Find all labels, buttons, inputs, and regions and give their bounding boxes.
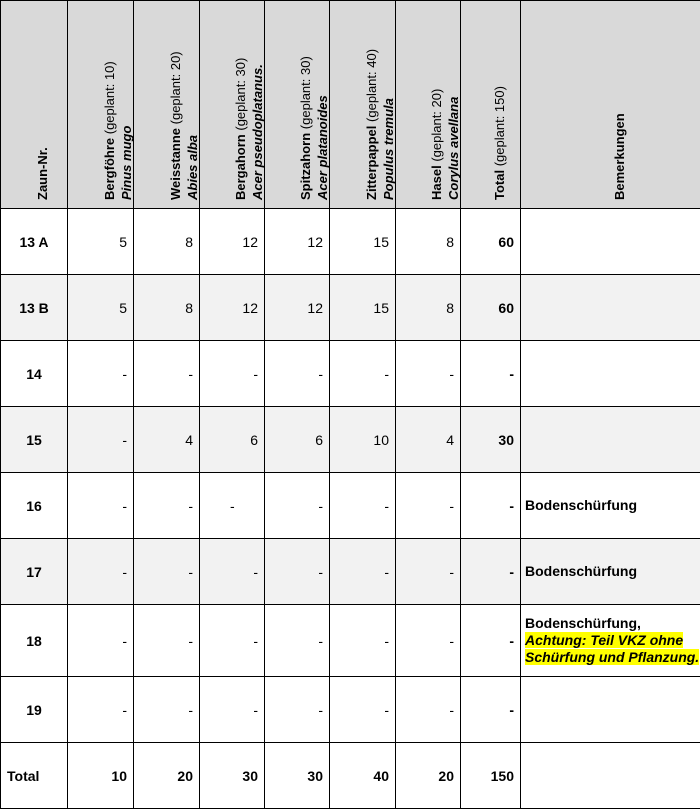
remark-text: Bodenschürfung bbox=[525, 497, 637, 513]
value-cell: - bbox=[200, 677, 265, 743]
zaun-cell: 17 bbox=[1, 539, 68, 605]
value-cell: - bbox=[396, 677, 461, 743]
totals-cell: 10 bbox=[68, 743, 134, 809]
table-row bbox=[1, 407, 700, 473]
zaun-cell: 16 bbox=[1, 473, 68, 539]
value-cell: - bbox=[200, 341, 265, 407]
row-total-cell: 30 bbox=[461, 407, 521, 473]
value-cell: - bbox=[396, 473, 461, 539]
table-row bbox=[1, 275, 700, 341]
value-cell: 8 bbox=[396, 275, 461, 341]
value-cell: - bbox=[68, 539, 134, 605]
table-row bbox=[1, 605, 700, 677]
zaun-cell: 14 bbox=[1, 341, 68, 407]
table-row bbox=[1, 473, 700, 539]
row-total-cell: - bbox=[461, 605, 521, 677]
remark-cell bbox=[521, 539, 700, 605]
value-cell: - bbox=[200, 605, 265, 677]
zaun-cell: 19 bbox=[1, 677, 68, 743]
table-row bbox=[1, 677, 700, 743]
value-cell: - bbox=[330, 539, 396, 605]
value-cell: - bbox=[265, 605, 330, 677]
value-cell: - bbox=[265, 473, 330, 539]
totals-cell: 30 bbox=[265, 743, 330, 809]
row-total-cell: - bbox=[461, 677, 521, 743]
value-cell: - bbox=[265, 539, 330, 605]
header-zaun: Zaun-Nr. bbox=[1, 1, 68, 209]
value-cell: - bbox=[330, 605, 396, 677]
value-cell: - bbox=[200, 539, 265, 605]
remark-highlight: Achtung: Teil VKZ ohne Schürfung und Pflanzung. bbox=[525, 632, 699, 665]
header-total: Total (geplant: 150) bbox=[461, 1, 521, 209]
header-species-0: Bergföhre (geplant: 10) Pinus mugo bbox=[68, 1, 134, 209]
value-cell: - bbox=[68, 341, 134, 407]
header-species-4: Zitterpappel (geplant: 40) Populus tremula bbox=[330, 1, 396, 209]
value-cell: 4 bbox=[134, 407, 200, 473]
value-cell: - bbox=[68, 677, 134, 743]
value-cell: - bbox=[200, 473, 265, 539]
header-row bbox=[1, 1, 700, 209]
value-cell: 5 bbox=[68, 209, 134, 275]
value-cell: 12 bbox=[265, 209, 330, 275]
header-species-3: Spitzahorn (geplant: 30) Acer platanoides bbox=[265, 1, 330, 209]
row-total-cell: - bbox=[461, 341, 521, 407]
value-cell: - bbox=[134, 677, 200, 743]
remark-cell bbox=[521, 407, 700, 473]
header-species-2: Bergahorn (geplant: 30) Acer pseudoplatanus. bbox=[200, 1, 265, 209]
row-total-cell: - bbox=[461, 539, 521, 605]
table-row bbox=[1, 341, 700, 407]
zaun-cell: 15 bbox=[1, 407, 68, 473]
zaun-cell: 13 B bbox=[1, 275, 68, 341]
row-total-cell: 60 bbox=[461, 275, 521, 341]
value-cell: - bbox=[265, 677, 330, 743]
value-cell: - bbox=[396, 605, 461, 677]
value-cell: 15 bbox=[330, 209, 396, 275]
totals-cell: 40 bbox=[330, 743, 396, 809]
value-cell: - bbox=[396, 341, 461, 407]
value-cell: 8 bbox=[396, 209, 461, 275]
totals-cell: 20 bbox=[134, 743, 200, 809]
totals-cell: 20 bbox=[396, 743, 461, 809]
value-cell: 12 bbox=[265, 275, 330, 341]
remark-cell bbox=[521, 743, 700, 809]
grand-total-cell: 150 bbox=[461, 743, 521, 809]
value-cell: 8 bbox=[134, 209, 200, 275]
totals-cell: 30 bbox=[200, 743, 265, 809]
remark-text: Bodenschürfung, bbox=[525, 615, 641, 631]
value-cell: - bbox=[330, 677, 396, 743]
value-cell: - bbox=[134, 341, 200, 407]
totals-label: Total bbox=[1, 743, 68, 809]
totals-row bbox=[1, 743, 700, 809]
header-remarks: Bemerkungen bbox=[521, 1, 700, 209]
value-cell: - bbox=[330, 341, 396, 407]
value-cell: 4 bbox=[396, 407, 461, 473]
zaun-cell: 13 A bbox=[1, 209, 68, 275]
row-total-cell: - bbox=[461, 473, 521, 539]
remark-cell bbox=[521, 473, 700, 539]
value-cell: - bbox=[68, 473, 134, 539]
header-species-1: Weisstanne (geplant: 20) Abies alba bbox=[134, 1, 200, 209]
value-cell: 15 bbox=[330, 275, 396, 341]
value-cell: 6 bbox=[200, 407, 265, 473]
value-cell: - bbox=[134, 539, 200, 605]
value-cell: 8 bbox=[134, 275, 200, 341]
header-species-5: Hasel (geplant: 20) Corylus avellana bbox=[396, 1, 461, 209]
table-row bbox=[1, 209, 700, 275]
value-cell: - bbox=[134, 473, 200, 539]
remark-cell bbox=[521, 677, 700, 743]
value-cell: 12 bbox=[200, 275, 265, 341]
remark-cell bbox=[521, 275, 700, 341]
value-cell: - bbox=[396, 539, 461, 605]
remark-cell bbox=[521, 209, 700, 275]
table-row bbox=[1, 539, 700, 605]
value-cell: - bbox=[330, 473, 396, 539]
value-cell: - bbox=[265, 341, 330, 407]
remark-text: Bodenschürfung bbox=[525, 563, 637, 579]
remark-cell bbox=[521, 605, 700, 677]
value-cell: - bbox=[134, 605, 200, 677]
value-cell: 6 bbox=[265, 407, 330, 473]
remark-cell bbox=[521, 341, 700, 407]
value-cell: - bbox=[68, 407, 134, 473]
value-cell: 12 bbox=[200, 209, 265, 275]
value-cell: - bbox=[68, 605, 134, 677]
value-cell: 5 bbox=[68, 275, 134, 341]
zaun-cell: 18 bbox=[1, 605, 68, 677]
row-total-cell: 60 bbox=[461, 209, 521, 275]
value-cell: 10 bbox=[330, 407, 396, 473]
